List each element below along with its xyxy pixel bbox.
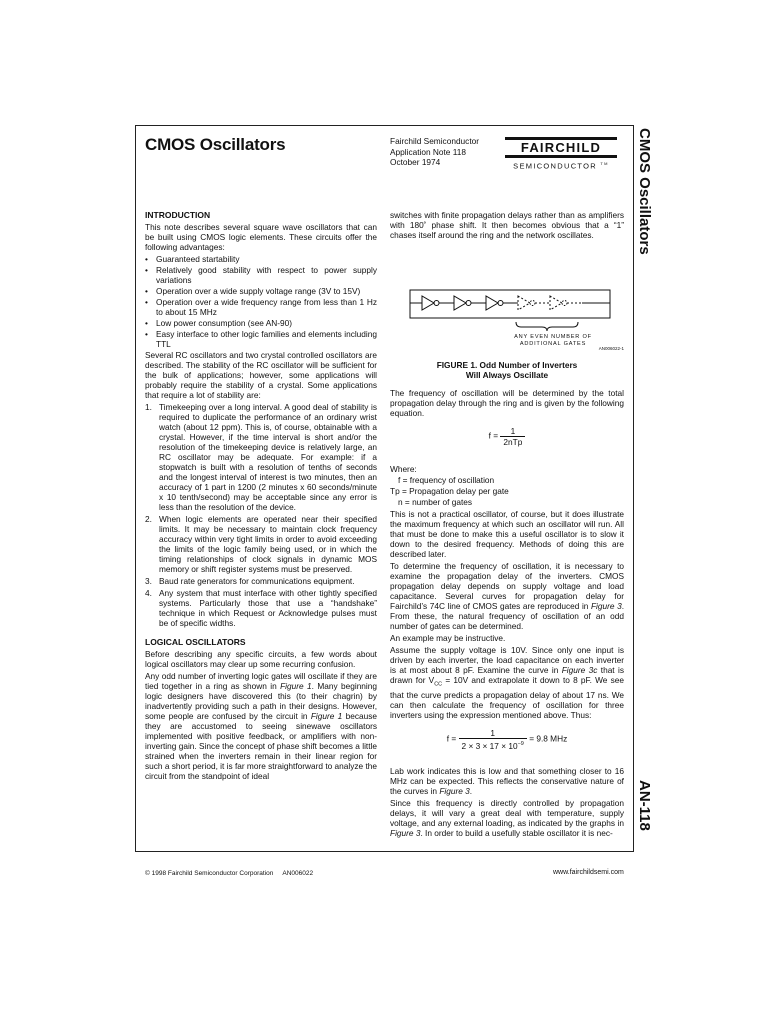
logo-bar-bottom [505,155,617,158]
fairchild-logo [505,137,625,175]
applications-list [145,402,377,628]
side-note-number: AN-118 [636,780,653,831]
logical-paragraph-2: Any odd number of inverting logic gates will oscillate if they are tied together in a ring as shown in Figure 1. Many beginning logic designers have discovered this (to their chagrin) by inadvertently providing such a path in their designs. However, some people are confused by the circuit in Figure 1 because they are accustomed to seeing sinewave oscillators implemented with positive feedback, or amplifiers with non-inverting gain. Since the concept of phase shift becomes a little strained when the inverters remain in their linear region for such a short period, it is far more straightforward to analyze the circuit from the standpoint of ideal [145,671,377,781]
publication-info [390,136,479,168]
right-paragraph-7: Lab work indicates this is low and that something closer to 16 MHz can be expected. This reflects the conservative nature of the curves in Figure 3. [390,765,624,796]
list-item: • Easy interface to other logic families and elements including TTL [145,329,377,349]
footer-copyright: © 1998 Fairchild Semiconductor Corporation AN006022 [145,870,314,877]
equation-example: f = $\frac{1}{2 \times 3 \times 17 \times 10^{-9}}$ = 9.8 MHz [446,727,568,751]
application-note-number: Application Note 118 [390,146,466,157]
right-paragraph-6: Assume the supply voltage is 10V. Since only one input is driven by each inverter, the load capacitance on each inverter is at most about 8 pF. Examine the curve in Figure 3c that is drawn for $V_{CC} = 10V$ and extrapolate it down to 8 pF. We see that the curve predicts a propagation delay of about 17 ns. We can then calculate the frequency of oscillation for three inverters using the expression mentioned above. Thus: [390,645,624,720]
intro-paragraph: This note describes several square wave oscillators that can be built using CMOS logic elements. These circuits offer the following advantages: [145,222,377,252]
list-item: 2. When logic elements are operated near their specified limits. It may be necessary to maintain clock frequency accuracy within very tight limits in order to avoid exceeding the limits of the logic family being used, or in which the timing relationships of clock signals in dynamic MOS memory or shift register systems must be preserved. [145,514,377,574]
side-title: CMOS Oscillators [636,128,653,255]
right-column [390,210,624,840]
advantages-list [145,254,377,349]
variable-definitions: Where: f = frequency of oscillation Tp = Propagation delay per gate n = number of gates [390,464,509,507]
inverter-ring-diagram [390,248,624,348]
right-paragraph-1: switches with finite propagation delays rather than as amplifiers with 180˚ phase shift. It then becomes obvious that a “1” chases itself around the ring and the network oscillates. [390,210,624,240]
intro-paragraph-2: Several RC oscillators and two crystal controlled oscillators are described. The stability of the RC oscillator will be sufficient for the bulk of applications; however, some applications will probably require the stability of a crystal. Some applications that require a lot of stability are: [145,350,377,400]
list-item: • Guaranteed startability [145,254,377,264]
list-item: 3. Baud rate generators for communications equipment. [145,576,355,586]
right-paragraph-8: Since this frequency is directly controlled by propagation delays, it will vary a great deal with temperature, supply voltage, and any external loading, as indicated by the graphs in Figure 3. In order to build a usefully stable oscillator it is nec- [390,797,624,838]
right-paragraph-3: This is not a practical oscillator, of course, but it does illustrate the maximum frequency at which such an oscillator will run. All that must be done to make this a useful oscillator is to slow it down to the desired frequency. Methods of doing this are described later. [390,509,624,559]
page-title: CMOS Oscillators [145,135,286,154]
list-item: • Relatively good stability with respect to power supply variations [145,265,377,285]
left-column [145,210,377,783]
logical-paragraph-1: Before describing any specific circuits, a few words about logical oscillators may clear up some recurring confusion. [145,649,377,669]
figure-1-circuit [390,248,624,348]
right-paragraph-5: An example may be instructive. [390,633,506,643]
logo-word: FAIRCHILD [520,140,602,155]
right-paragraph-2: The frequency of oscillation will be determined by the total propagation delay through the ring and is given by the following equation. [390,388,624,418]
right-paragraph-4: To determine the frequency of oscillation, it is necessary to examine the propagation delay of the inverters. CMOS propagation delay depends on supply voltage and load capacitance. Several curves for propagation delay for Fairchild’s 74C line of CMOS gates are reproduced in Figure 3. From these, the natural frequency of oscillation of an odd number of gates can be determined. [390,561,624,631]
list-item: • Operation over a wide supply voltage range (3V to 15V) [145,286,377,296]
figure-1-caption: FIGURE 1. Odd Number of Inverters Will Always Oscillate [436,360,578,380]
list-item: • Operation over a wide frequency range from less than 1 Hz to about 15 MHz [145,297,377,317]
list-item: 4. Any system that must interface with other tightly specified systems. Particularly those that use a “handshake” technique in which Request or Acknowledge pulses must be of specific widths. [145,588,377,628]
list-item: 1. Timekeeping over a long interval. A good deal of stability is required to duplicate the performance of an ordinary wrist watch (about 12 ppm). This is, of course, obtainable with a crystal. However, if the time interval is short and/or the resolution of the timekeeping device is relatively large, an RC oscillator may be adequate. For example: if a stopwatch is built with a resolution of tenths of seconds and the longest interval of interest is two minutes, then an accuracy of 1 part in 1200 (2 minutes x 60 seconds/minute x 10 tenth/second) may be acceptable since any error is less than the resolution of the device. [145,402,377,512]
introduction-heading: INTRODUCTION [145,210,211,220]
publisher: Fairchild Semiconductor [390,136,479,146]
figure-code: AN006022-1 [598,346,624,351]
publication-date: October 1974 [390,157,441,167]
figure-annotation: ANY EVEN NUMBER OF ADDITIONAL GATES [514,334,592,347]
logical-oscillators-heading: LOGICAL OSCILLATORS [145,637,246,647]
list-item: • Low power consumption (see AN-90) [145,318,377,328]
equation-frequency: f = $\frac{1}{\text{2nTp}}$ [390,426,624,456]
footer-url[interactable]: www.fairchildsemi.com [553,869,624,876]
logo-subtitle: SEMICONDUCTOR ™ [513,161,609,171]
